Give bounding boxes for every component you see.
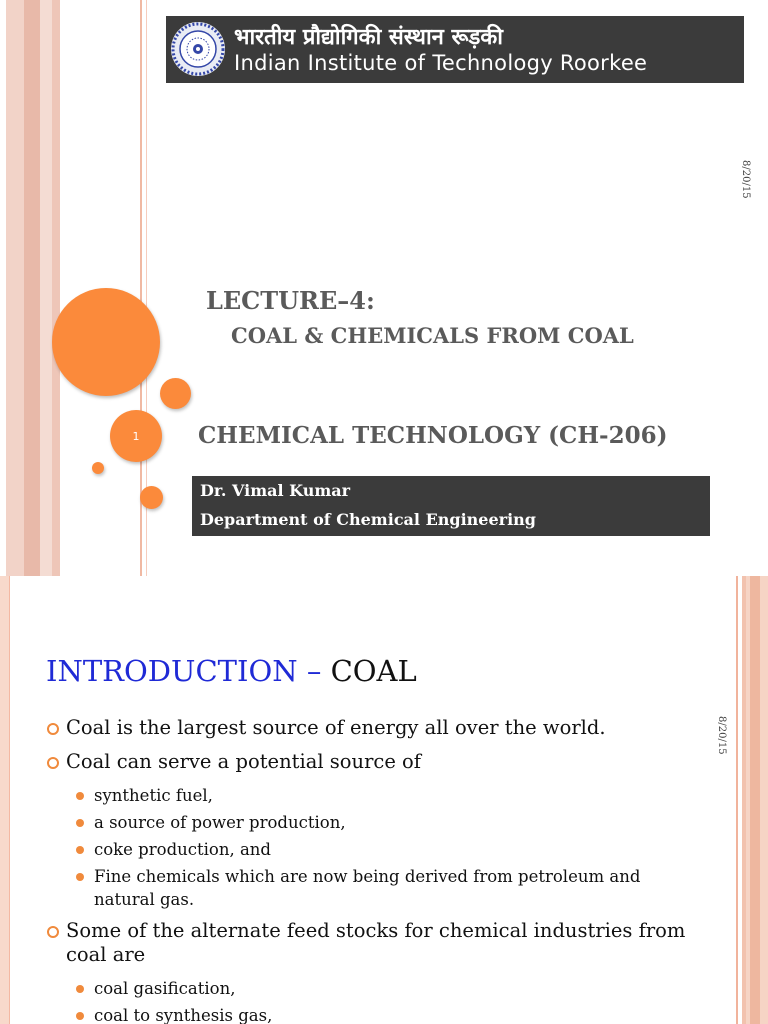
bullet-group (46, 919, 706, 1024)
decor-circle (140, 486, 163, 509)
lecture-subtitle: COAL & CHEMICALS FROM COAL (231, 323, 634, 348)
slide-date: 8/20/15 (740, 160, 751, 199)
institute-name-english: Indian Institute of Technology Roorkee (234, 51, 648, 75)
sub-bullet-item: coal to synthesis gas, (46, 1004, 706, 1024)
iit-roorkee-logo-icon (170, 21, 226, 77)
institute-banner (166, 16, 744, 83)
slide-title (46, 654, 417, 688)
slide-number-badge (110, 410, 162, 462)
bullet-group (46, 750, 706, 911)
decor-stripe (742, 576, 746, 1024)
sub-bullet-item: a source of power production, (46, 811, 706, 834)
decor-circle (160, 378, 191, 409)
decor-stripe (24, 0, 40, 576)
decor-circle (52, 288, 160, 396)
bullet-group (46, 716, 706, 740)
slide-number: 1 (132, 429, 140, 443)
sub-bullet-item: coke production, and (46, 838, 706, 861)
bullet-item: Coal can serve a potential source of (46, 750, 706, 774)
lecture-title: LECTURE–4: (206, 286, 375, 315)
sub-bullet-item: coal gasification, (46, 977, 706, 1000)
slide-date: 8/20/15 (716, 716, 727, 755)
title-part-introduction: INTRODUCTION – (46, 654, 322, 688)
slide-2 (0, 576, 768, 1024)
decor-stripe (0, 576, 9, 1024)
bullet-item: Coal is the largest source of energy all over the world. (46, 716, 706, 740)
course-title: CHEMICAL TECHNOLOGY (CH-206) (198, 422, 668, 449)
institute-name-hindi: भारतीय प्रौद्योगिकी संस्थान रूड़की (234, 25, 504, 50)
decor-line (736, 576, 738, 1024)
decor-stripe (750, 576, 760, 1024)
decor-stripe (52, 0, 60, 576)
sub-bullet-item: Fine chemicals which are now being derived from petroleum and natural gas. (46, 865, 706, 911)
decor-stripe (40, 0, 52, 576)
decor-line (9, 576, 10, 1024)
decor-circle (92, 462, 104, 474)
author-box (192, 476, 710, 536)
sub-bullet-item: synthetic fuel, (46, 784, 706, 807)
author-department: Department of Chemical Engineering (200, 510, 536, 529)
bullet-item: Some of the alternate feed stocks for chemical industries from coal are (46, 919, 706, 967)
bullet-list (46, 716, 706, 1024)
author-name: Dr. Vimal Kumar (200, 481, 351, 500)
decor-stripe (0, 0, 6, 576)
title-part-coal: COAL (330, 654, 417, 688)
